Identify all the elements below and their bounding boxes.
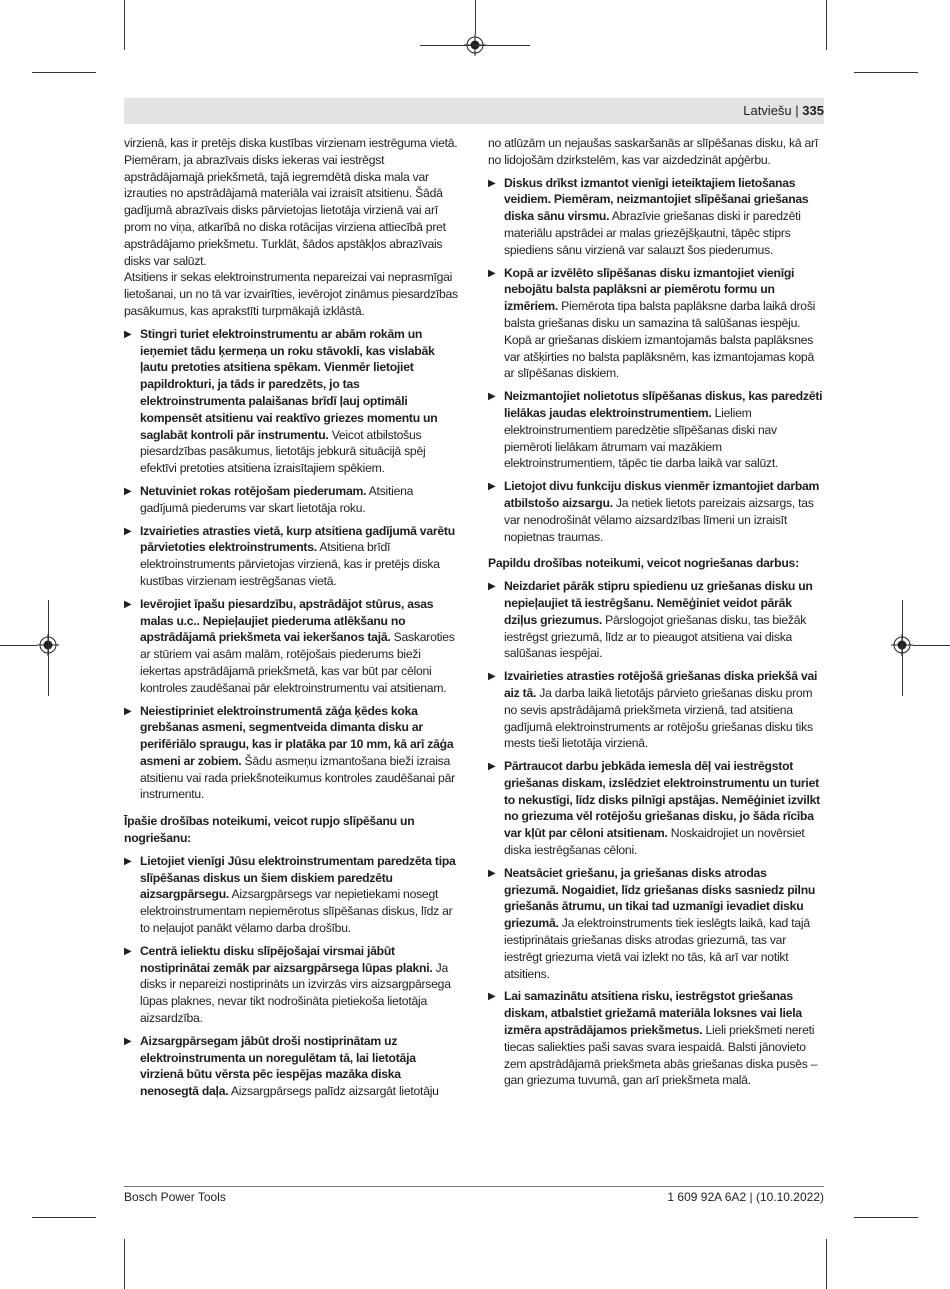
bullet-bold-text: Neizdariet pārāk stipru spiedienu uz griešanas disku un nepieļaujiet tā iestrēgšanu. Nemēģiniet veidot pārāk dziļus griezumus. <box>504 579 813 627</box>
bullet-text: Atsitiena brīdī elektroinstruments pārvietojas virzienā, kas ir pretējs diska kustības virzienam iestrēgšanas vietā. <box>140 540 440 588</box>
bullet-text: Ja darba laikā lietotājs pārvieto griešanas disku prom no sevis apstrādājamā priekšmeta virzienā, tad atsitiena gadījumā elektroinstruments ar rotējošu griešanas disku tiks mests tieši lietotāja virzienā. <box>504 685 813 751</box>
registration-line-top-h <box>420 45 530 46</box>
bullet-triangle-icon: ▶ <box>488 267 496 279</box>
bullet-text: Aizsargpārsegs var nepietiekami nosegt elektroinstrumentam nepiemērotus slīpēšanas diskus, līdz ar to neļaujot panākt vēlamo darba drošību. <box>140 887 453 936</box>
footer-rule <box>124 1186 824 1187</box>
continuation-paragraph: no atlūzām un nejaušas saskaršanās ar slīpēšanas disku, kā arī no lidojošām dzirkstelēm, kas var aizdedzināt apģērbu. <box>488 136 818 167</box>
bullet-bold-text: Netuviniet rokas rotējošam piederumam. <box>140 483 367 498</box>
bullet-text: Atsitiena gadījumā piederums var skart lietotāja roku. <box>140 483 414 515</box>
intro-paragraph: Piemēram, ja abrazīvais disks iekeras vai iestrēgst apstrādājamajā priekšmetā, tajā iegremdētā diska mala var izrauties no apstrādājamā materiāla vai izraisīt atsitienu. Šādā gadījumā abrazīvais disks pārvietojas lietotāja virzienā vai arī prom no viņa, atkarībā no diska rotācijas virziena attiecībā pret apstrādājamo priekšmetu. Turklāt, šādos apstākļos abrazīvais disks var salūzt. <box>124 152 446 268</box>
crop-mark-top-right-v <box>826 0 827 50</box>
bullet-item <box>488 578 824 662</box>
bullet-bold-text: Kopā ar izvēlēto slīpēšanas disku izmantojiet vienīgi nebojātu balsta paplāksni ar piemērotu formu un izmēriem. <box>504 265 795 314</box>
bullet-bold-text: Lai samazinātu atsitiena risku, iestrēgstot griešanas diskam, atbalstiet griežamā materiāla loksnes vai liela izmēra apstrādājamos priekšmetus. <box>504 989 802 1038</box>
crop-mark-bottom-left-h <box>32 1217 96 1218</box>
bullet-item <box>124 523 460 590</box>
bullet-text: Saskaroties ar stūriem vai asām malām, rotējošais piederums bieži iekertas apstrādājamā priekšmetā, kas var būt par cēloni kontroles zaudēšanai pār elektroinstrumentu vai atsitienam. <box>140 630 455 695</box>
bullet-triangle-icon: ▶ <box>488 391 496 403</box>
bullet-triangle-icon: ▶ <box>124 328 132 340</box>
bullet-item <box>124 853 460 937</box>
registration-line-right-h <box>913 645 950 646</box>
bullet-bold-text: Diskus drīkst izmantot vienīgi ieteiktajiem lietošanas veidiem. Piemēram, neizmantojiet slīpēšanai griešanas diska sānu virsmu. <box>504 175 809 224</box>
bullet-triangle-icon: ▶ <box>124 705 132 717</box>
crop-mark-bottom-right-v <box>826 1239 827 1289</box>
bullet-item <box>124 596 460 697</box>
bullet-bold-text: Izvairieties atrasties rotējošā griešanas diska priekšā vai aiz tā. <box>504 669 818 700</box>
bullet-triangle-icon: ▶ <box>488 867 496 879</box>
bullet-text: Noskaidrojiet un novērsiet diska iestrēgšanas cēloni. <box>504 826 805 858</box>
bullet-bold-text: Centrā ieliektu disku slīpējošajai virsmai jābūt nostiprinātai zemāk par aizsargpārsega lūpas plakni. <box>140 943 433 975</box>
bullet-text: Piemērota tipa balsta paplāksne darba laikā droši balsta griešanas disku un samazina tā salūšanas iespēju. Kopā ar griešanas diskiem izmantojamās balsta paplāksnes var atšķirties no balsta paplāksnēm, kas izmantojamas kopā ar slīpēšanas diskiem. <box>504 299 816 381</box>
bullet-item <box>488 668 824 752</box>
bullet-item <box>488 175 824 259</box>
bullet-text: Lieli priekšmeti nereti tiecas saliekties paši savas svara iespaidā. Balsti jānovieto zem apstrādājamā priekšmeta abās griešanas diska pusēs – gan griezuma tuvumā, gan arī priekšmeta malā. <box>504 1023 818 1088</box>
bullet-item <box>488 388 824 472</box>
bullet-bold-text: Neatsāciet griešanu, ja griešanas disks atrodas griezumā. Nogaidiet, līdz griešanas disks sasniedz pilnu griešanās ātrumu, un tikai tad uzmanīgi ievadiet disku griezumā. <box>504 865 816 931</box>
page-header <box>743 103 824 118</box>
crop-mark-top-left-v <box>124 0 125 50</box>
footer-brand: Bosch Power Tools <box>124 1190 226 1204</box>
bullet-item <box>124 943 460 1027</box>
bullet-bold-text: Aizsargpārsegam jābūt droši nostiprinātam uz elektroinstrumenta un noregulētam tā, lai lietotāja virzienā būtu vērsta pēc iespējas mazāka diska nenosegtā daļa. <box>140 1033 416 1099</box>
bullet-item <box>488 265 824 383</box>
left-column <box>124 135 460 1100</box>
header-bar <box>124 98 824 124</box>
bullet-item <box>124 703 460 804</box>
header-language: Latviešu <box>743 103 792 118</box>
bullet-text: Ja elektroinstruments tiek ieslēgts laikā, kad tajā iestiprinātais griešanas disks atrodas griezumā, tas var iestrēgt griezuma vietā vai izlekt no tās, kā arī var notikt atsitiens. <box>504 916 810 981</box>
bullet-text: Šādu asmeņu izmantošana bieži izraisa atsitienu vai rada priekšnoteikumus kontroles zaudēšanai pār instrumentu. <box>140 753 455 802</box>
footer-doc-code: 1 609 92A 6A2 | (10.10.2022) <box>667 1190 824 1204</box>
bullet-item <box>488 758 824 859</box>
bullet-bold-text: Lietojot divu funkciju diskus vienmēr izmantojiet darbam atbilstošo aizsargu. <box>504 479 820 510</box>
bullet-bold-text: Pārtraucot darbu jebkāda iemesla dēļ vai iestrēgstot griešanas diskam, izslēdziet elektroinstrumentu un turiet to nekustīgi, līdz disks pilnīgi apstājas. Nemēģiniet izvilkt no griezuma vēl rotējošu griešanas disku, jo šāda rīcība var kļūt par cēloni atsitienam. <box>504 759 820 841</box>
bullet-item <box>124 326 460 477</box>
bullet-item <box>488 865 824 983</box>
registration-line-left-v <box>48 600 49 696</box>
registration-line-top-v <box>475 0 476 34</box>
bullet-item <box>488 988 824 1089</box>
bullet-triangle-icon: ▶ <box>124 855 132 867</box>
crop-mark-top-left-h <box>32 72 96 73</box>
bullet-text: Veicot atbilstošus piesardzības pasākumus, lietotājs jebkurā situācijā spēj efektīvi pretoties atsitiena izraisītajiem spēkiem. <box>140 427 426 476</box>
bullet-triangle-icon: ▶ <box>488 991 496 1003</box>
bullet-bold-text: Ievērojiet īpašu piesardzību, apstrādājot stūrus, asas malas u.c.. Nepieļaujiet piederuma atlēkšanu no apstrādājamā priekšmeta vai iekeršanos tajā. <box>140 596 434 645</box>
header-separator: | <box>795 103 799 118</box>
bullet-bold-text: Stingri turiet elektroinstrumentu ar abām rokām un ieņemiet tādu ķermeņa un roku stāvokli, kas vislabāk ļautu pretoties atsitiena spēkam. Vienmēr lietojiet papildrokturi, ja tāds ir paredzēts, jo tas elektroinstrumenta palaišanas brīdī ļauj optimāli kompensēt atsitienu vai reaktīvo griezes momentu un saglabāt kontroli pār instrumentu. <box>140 326 438 442</box>
bullet-triangle-icon: ▶ <box>488 671 496 683</box>
bullet-bold-text: Neizmantojiet nolietotus slīpēšanas diskus, kas paredzēti lielākas jaudas elektroinstrumentiem. <box>504 389 823 420</box>
right-column <box>488 135 824 1089</box>
bullet-bold-text: Lietojiet vienīgi Jūsu elektroinstrumentam paredzēta tipa slīpēšanas diskus un šiem diskiem paredzētu aizsargpārsegu. <box>140 853 456 902</box>
bullet-item <box>124 1033 460 1100</box>
bullet-triangle-icon: ▶ <box>488 581 496 593</box>
page-number: 335 <box>802 103 824 118</box>
bullet-triangle-icon: ▶ <box>488 761 496 773</box>
bullet-text: Ja disks ir nepareizi nostiprināts un izvirzās virs aizsargpārsega lūpas plaknes, nevar tikt nodrošināta pietiekoša lietotāja aizsardzība. <box>140 960 451 1026</box>
bullet-triangle-icon: ▶ <box>488 177 496 189</box>
bullet-item <box>124 483 460 517</box>
bullet-triangle-icon: ▶ <box>124 1035 132 1047</box>
bullet-triangle-icon: ▶ <box>488 481 496 493</box>
bullet-text: Aizsargpārsegs palīdz aizsargāt lietotāju <box>228 1084 439 1099</box>
crop-mark-bottom-left-v <box>124 1239 125 1289</box>
bullet-text: Abrazīvie griešanas diski ir paredzēti materiālu apstrādei ar malas griezējšķautni, tāpēc stiprs spiediens sānu virzienā var salauzt šos piederumus. <box>504 209 801 257</box>
registration-line-right-v <box>902 600 903 696</box>
intro-paragraph: virzienā, kas ir pretējs diska kustības virzienam iestrēguma vietā. <box>124 136 458 150</box>
bullet-text: Ja netiek lietots pareizais aizsargs, tas var nenodrošināt vēlamo aizsardzības līmeni un izraisīt nopietnas traumas. <box>504 495 814 544</box>
crop-mark-bottom-right-h <box>854 1217 918 1218</box>
intro-paragraph: Atsitiens ir sekas elektroinstrumenta nepareizai vai neprasmīgai lietošanai, un no tā var izvairīties, ievērojot zināmus piesardzības pasākumus, kas aprakstīti turpmākajā izklāstā. <box>124 270 458 318</box>
section-title: Īpašie drošības noteikumi, veicot rupjo slīpēšanu un nogriešanu: <box>124 814 415 846</box>
bullet-bold-text: Neiestipriniet elektroinstrumentā zāģa ķēdes koka grebšanas asmeni, segmentveida dimanta disku ar perifēriālo spraugu, kas ir platāka par 10 mm, kā arī zāģa asmeni ar zobiem. <box>140 703 454 768</box>
bullet-triangle-icon: ▶ <box>124 525 132 537</box>
bullet-triangle-icon: ▶ <box>124 945 132 957</box>
crop-mark-top-right-h <box>854 72 918 73</box>
registration-line-left-h <box>0 645 37 646</box>
bullet-text: Lieliem elektroinstrumentiem paredzētie slīpēšanas diski nav piemēroti lielākam ātrumam vai mazākiem elektroinstrumentiem, tāpēc tie darba laikā var salūzt. <box>504 405 779 471</box>
bullet-triangle-icon: ▶ <box>124 485 132 497</box>
section-title: Papildu drošības noteikumi, veicot nogriešanas darbus: <box>488 556 799 571</box>
bullet-item <box>488 478 824 545</box>
bullet-bold-text: Izvairieties atrasties vietā, kurp atsitiena gadījumā varētu pārvietoties elektroinstruments. <box>140 523 455 555</box>
bullet-triangle-icon: ▶ <box>124 598 132 610</box>
bullet-text: Pārslogojot griešanas disku, tas biežāk iestrēgst griezumā, līdz ar to pieaugot atsitiena vai diska salūšanas iespējai. <box>504 612 807 661</box>
